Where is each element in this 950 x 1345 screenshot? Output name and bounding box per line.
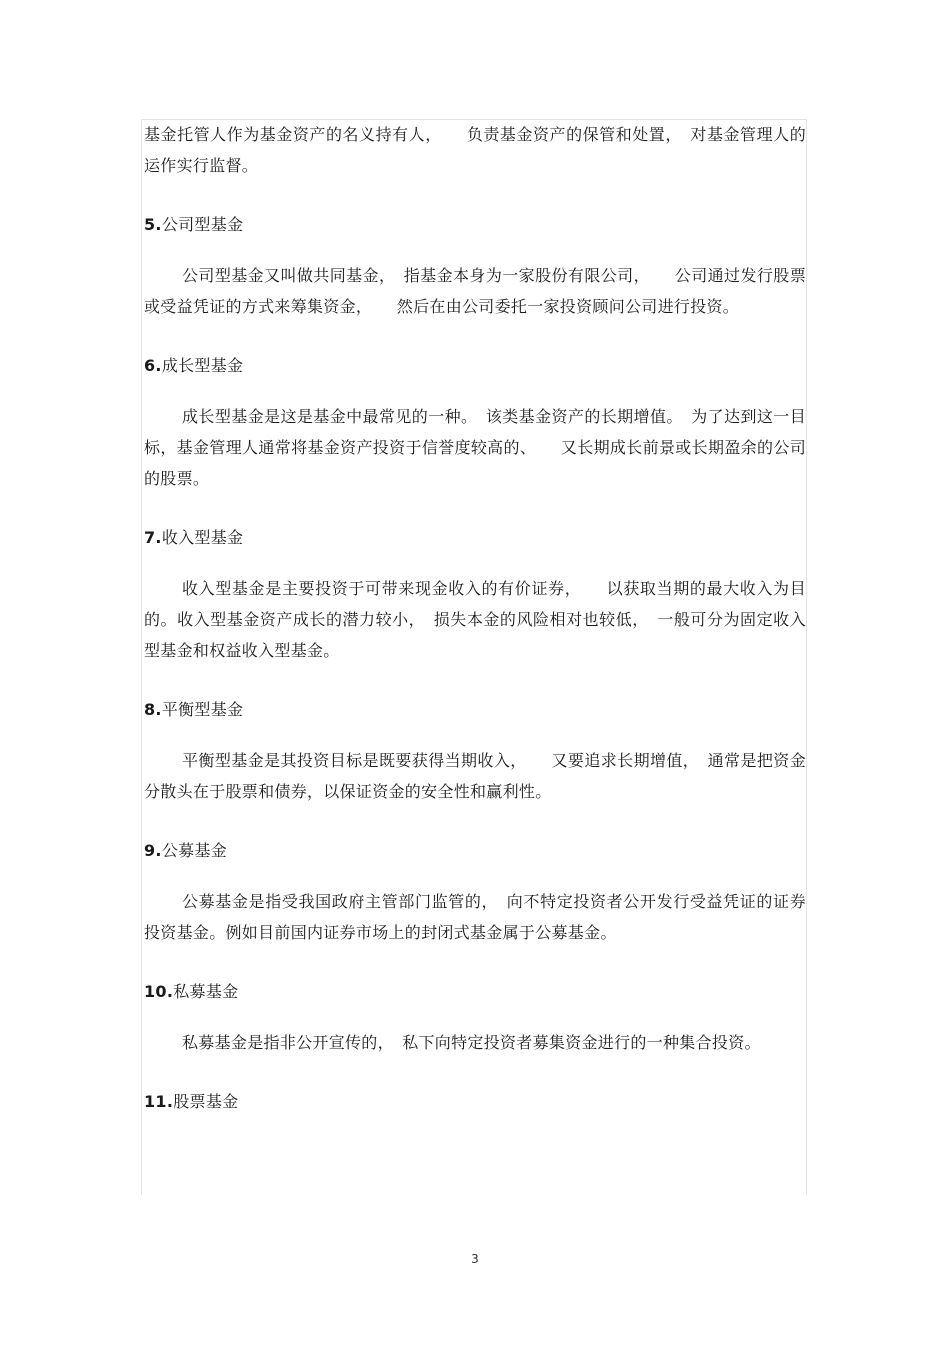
heading-income-fund [144,522,806,553]
heading-title: 公司型基金 [161,215,244,234]
heading-title: 股票基金 [173,1092,239,1111]
heading-stock-fund [144,1086,806,1117]
paragraph-balanced-fund: 平衡型基金是其投资目标是既要获得当期收入， 又要追求长期增值， 通常是把资金分散头在于股票和债券，以保证资金的安全性和赢利性。 [144,751,806,801]
heading-number: 8. [144,700,162,719]
heading-title: 平衡型基金 [161,700,244,719]
paragraph-public-fund: 公募基金是指受我国政府主管部门监管的， 向不特定投资者公开发行受益凭证的证券投资基金。例如目前国内证券市场上的封闭式基金属于公募基金。 [144,892,806,942]
heading-balanced-fund [144,694,806,725]
paragraph-custodian: 基金托管人作为基金资产的名义持有人， 负责基金资产的保管和处置， 对基金管理人的运作实行监督。 [144,125,806,175]
document-body [144,119,806,1117]
paragraph-income-fund: 收入型基金是主要投资于可带来现金收入的有价证券， 以获取当期的最大收入为目的。收入型基金资产成长的潜力较小， 损失本金的风险相对也较低， 一般可分为固定收入型基金和权益收入型基金。 [144,579,806,660]
heading-corporate-fund [144,209,806,240]
heading-title: 公募基金 [161,841,228,860]
heading-number: 5. [144,215,162,234]
heading-private-fund [144,976,806,1007]
heading-public-fund [144,835,806,866]
heading-title: 成长型基金 [161,356,244,375]
heading-growth-fund [144,350,806,381]
heading-title: 私募基金 [173,982,239,1001]
heading-number: 11. [144,1092,174,1111]
heading-number: 6. [144,356,162,375]
page-number: 3 [471,1252,479,1266]
paragraph-corporate-fund: 公司型基金又叫做共同基金， 指基金本身为一家股份有限公司， 公司通过发行股票或受益凭证的方式来筹集资金， 然后在由公司委托一家投资顾问公司进行投资。 [144,266,806,316]
heading-number: 9. [144,841,162,860]
heading-number: 10. [144,982,174,1001]
heading-number: 7. [144,528,162,547]
paragraph-private-fund: 私募基金是指非公开宣传的， 私下向特定投资者募集资金进行的一种集合投资。 [182,1033,761,1052]
paragraph-growth-fund: 成长型基金是这是基金中最常见的一种。 该类基金资产的长期增值。 为了达到这一目标，基金管理人通常将基金资产投资于信誉度较高的、 又长期成长前景或长期盈余的公司的股票。 [144,407,806,488]
heading-title: 收入型基金 [161,528,244,547]
